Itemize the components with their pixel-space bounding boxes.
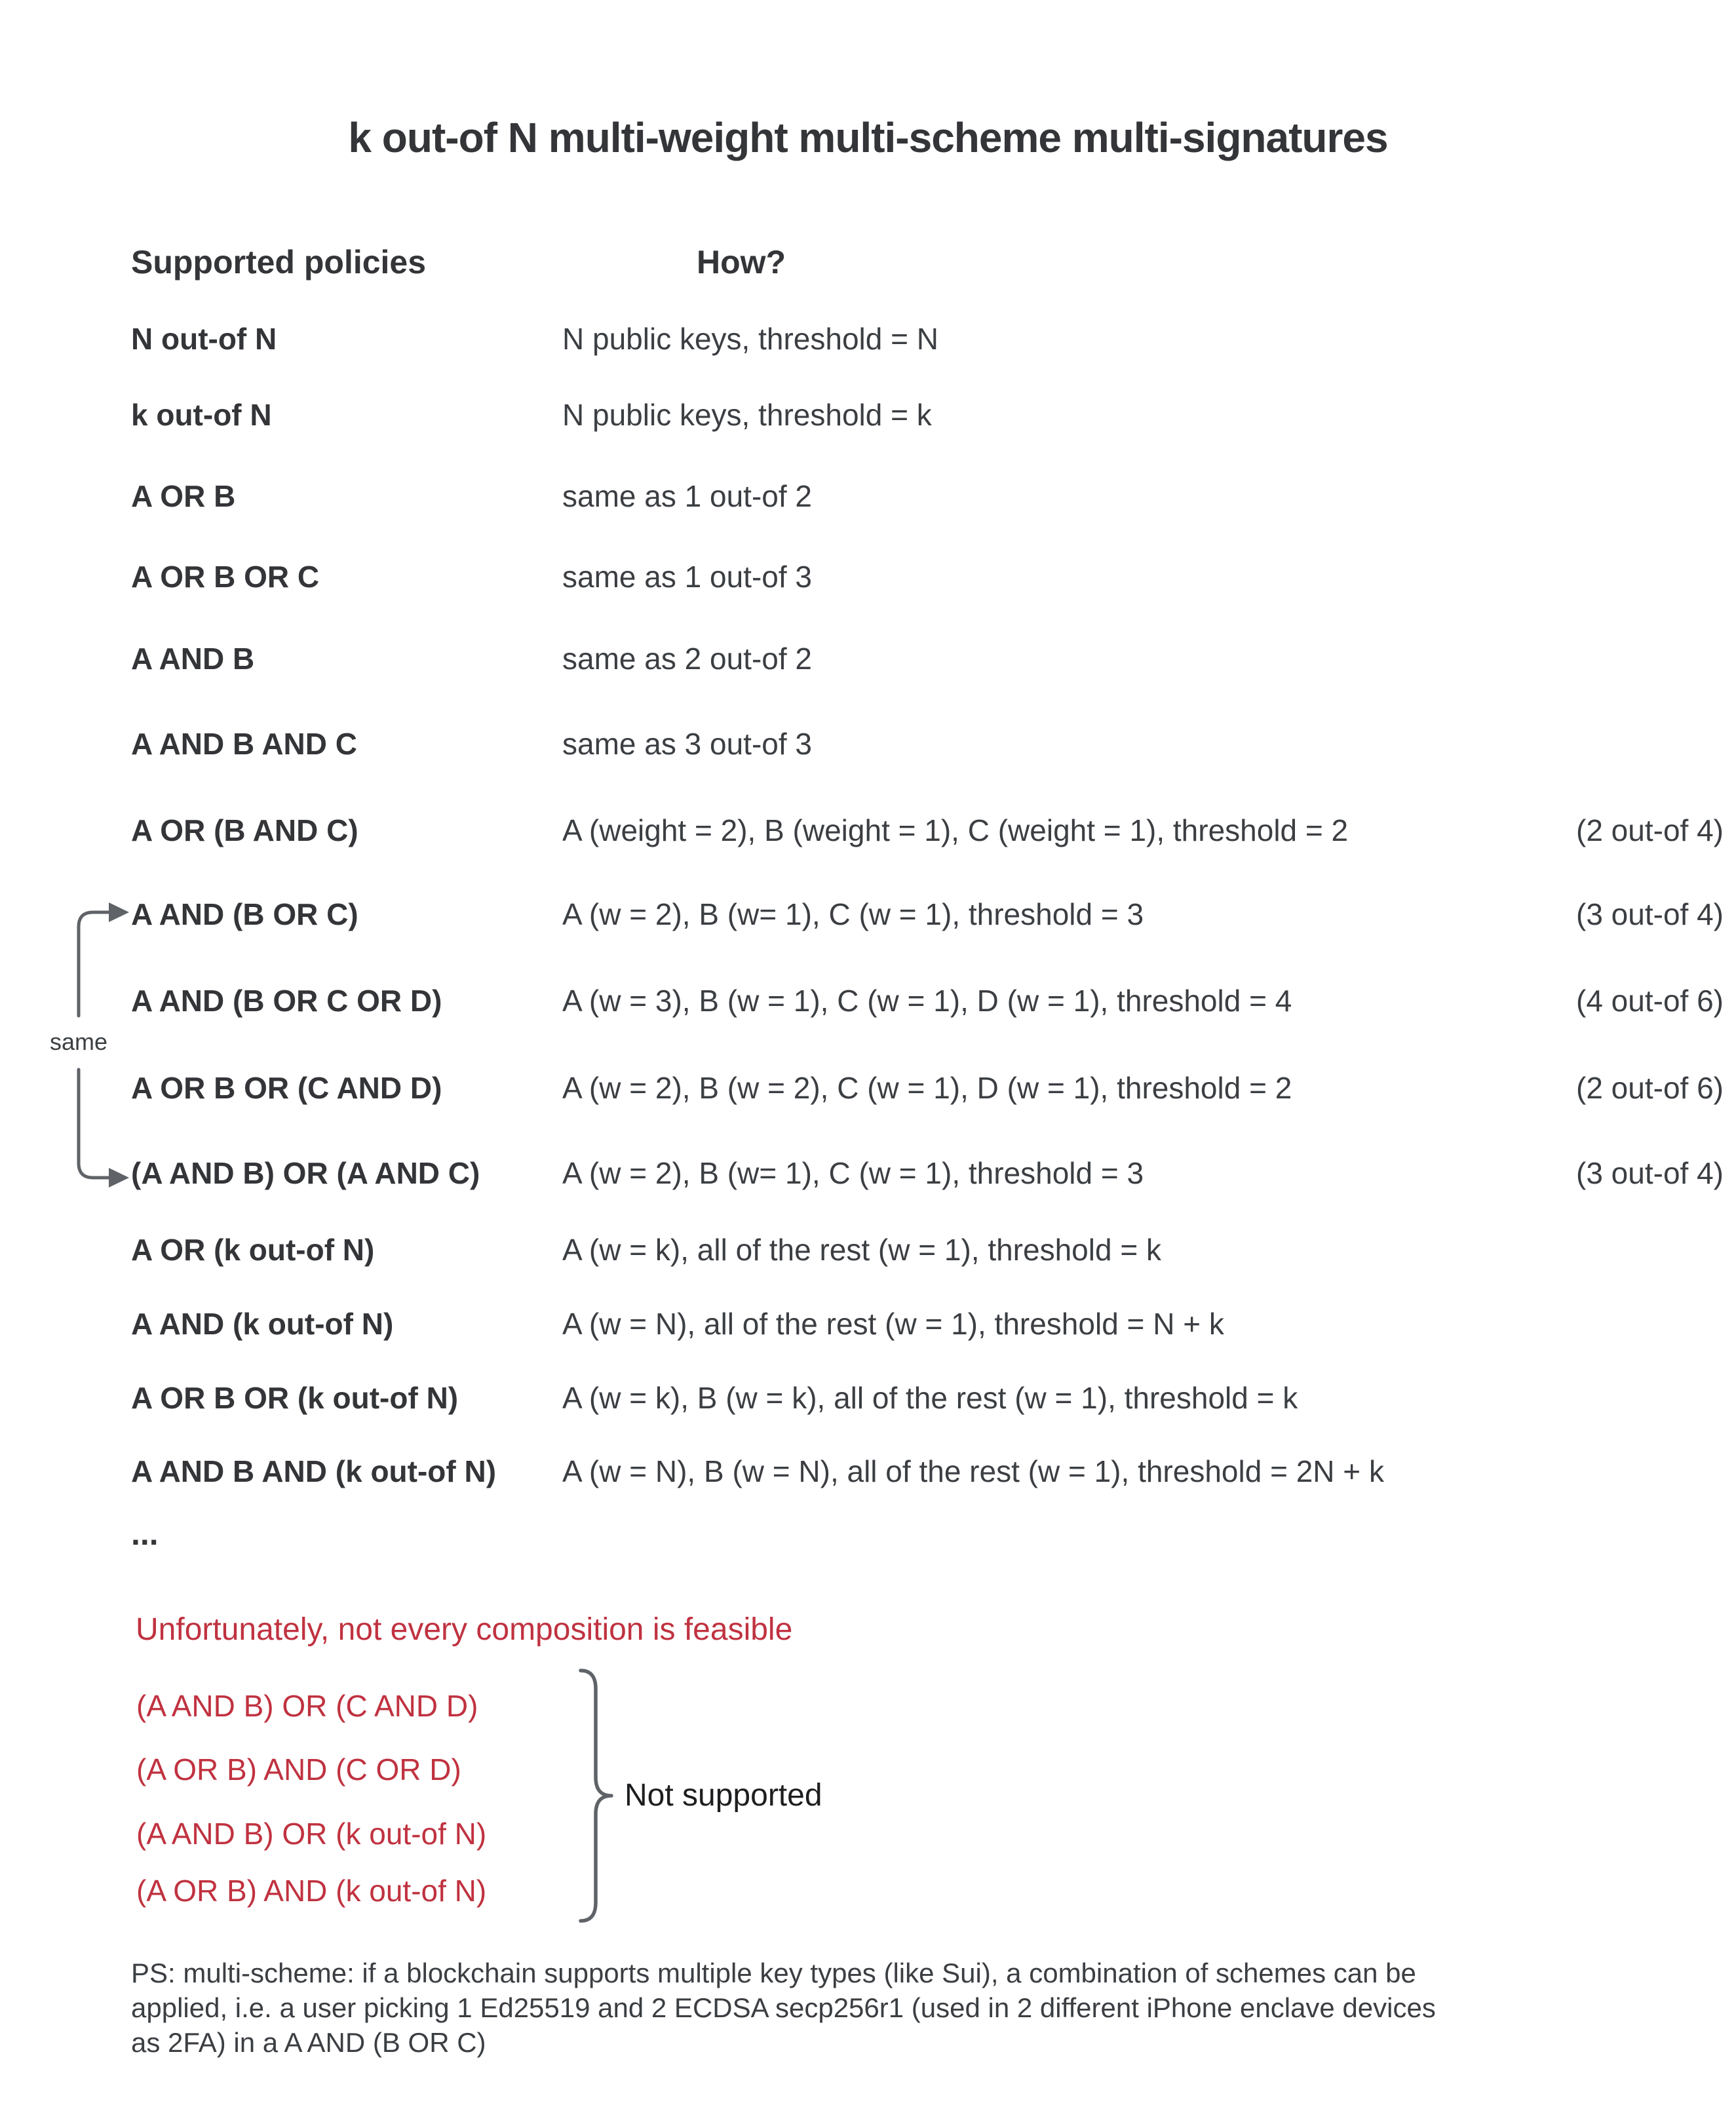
table-row [0, 395, 1736, 435]
how-text: A (w = 2), B (w= 1), C (w = 1), threshold = 3 [562, 1156, 1144, 1190]
how-text: same as 2 out-of 2 [562, 642, 812, 676]
ps-line: as 2FA) in a A AND (B OR C) [131, 2027, 486, 2058]
how-text: same as 3 out-of 3 [562, 727, 812, 761]
table-row [0, 1304, 1736, 1343]
table-row [0, 724, 1736, 763]
policy-label: (A AND B) OR (A AND C) [131, 1156, 480, 1190]
infeasible-item: (A AND B) OR (k out-of N) [136, 1817, 487, 1851]
equivalence-note: (2 out-of 4) [1576, 813, 1724, 847]
how-text: A (w = k), B (w = k), all of the rest (w = 1), threshold = k [562, 1381, 1298, 1415]
how-text: same as 1 out-of 2 [562, 479, 812, 513]
table-row [0, 1230, 1736, 1269]
policy-label: A OR B OR C [131, 560, 320, 594]
table-row [0, 639, 1736, 678]
table-row [0, 557, 1736, 596]
ps-line: applied, i.e. a user picking 1 Ed25519 and 2 ECDSA secp256r1 (used in 2 different iPhone enclave devices [131, 1992, 1436, 2023]
not-supported-brace [581, 1671, 611, 1921]
column-header-how: How? [697, 244, 786, 280]
equivalence-note: (2 out-of 6) [1576, 1071, 1724, 1105]
not-supported-label: Not supported [625, 1778, 822, 1813]
table-row [0, 811, 1736, 850]
policy-label: A OR B OR (C AND D) [131, 1071, 442, 1105]
table-row [0, 1378, 1736, 1418]
policy-label: k out-of N [131, 398, 272, 432]
policy-label: A AND B AND (k out-of N) [131, 1454, 497, 1488]
infeasible-item: (A OR B) AND (k out-of N) [136, 1874, 487, 1908]
ps-line: PS: multi-scheme: if a blockchain supports multiple key types (like Sui), a combination of schemes can be [131, 1958, 1416, 1988]
policy-label: A OR (k out-of N) [131, 1233, 375, 1267]
how-text: A (weight = 2), B (weight = 1), C (weight = 1), threshold = 2 [562, 813, 1349, 847]
policy-label: A AND (B OR C) [131, 897, 358, 931]
same-annotation-label: same [49, 1028, 108, 1055]
table-row [0, 1452, 1736, 1491]
policy-label: A AND B [131, 642, 255, 676]
table-row [0, 981, 1736, 1020]
how-text: N public keys, threshold = N [562, 322, 938, 356]
table-row [0, 319, 1736, 358]
column-header-supported-policies: Supported policies [131, 244, 427, 280]
policy-label: A OR B [131, 479, 236, 513]
table-row [0, 476, 1736, 516]
how-text: A (w = N), B (w = N), all of the rest (w = 1), threshold = 2N + k [562, 1454, 1384, 1488]
how-text: A (w = 2), B (w= 1), C (w = 1), threshold = 3 [562, 897, 1144, 931]
policy-label: A AND (B OR C OR D) [131, 984, 442, 1018]
policy-label: A AND (k out-of N) [131, 1307, 394, 1341]
infeasible-heading: Unfortunately, not every composition is feasible [136, 1612, 793, 1647]
how-text: A (w = 2), B (w = 2), C (w = 1), D (w = 1), threshold = 2 [562, 1071, 1292, 1105]
how-text: A (w = k), all of the rest (w = 1), threshold = k [562, 1233, 1161, 1267]
policy-label: A OR B OR (k out-of N) [131, 1381, 459, 1415]
infeasible-item: (A OR B) AND (C OR D) [136, 1752, 461, 1787]
policy-label: A AND B AND C [131, 727, 357, 761]
how-text: N public keys, threshold = k [562, 398, 932, 432]
table-continuation-ellipsis: ... [131, 1515, 159, 1552]
policy-label: N out-of N [131, 322, 277, 356]
ps-footnote [131, 1956, 1678, 2060]
policy-label: A OR (B AND C) [131, 813, 358, 847]
how-text: same as 1 out-of 3 [562, 560, 812, 594]
equivalence-note: (3 out-of 4) [1576, 897, 1724, 931]
equivalence-note: (3 out-of 4) [1576, 1156, 1724, 1190]
table-row [0, 895, 1736, 934]
how-text: A (w = 3), B (w = 1), C (w = 1), D (w = 1), threshold = 4 [562, 984, 1292, 1018]
page-title: k out-of N multi-weight multi-scheme multi-signatures [348, 114, 1388, 161]
table-row [0, 1153, 1736, 1193]
table-row [0, 1068, 1736, 1108]
infeasible-item: (A AND B) OR (C AND D) [136, 1689, 478, 1723]
how-text: A (w = N), all of the rest (w = 1), threshold = N + k [562, 1307, 1224, 1341]
equivalence-note: (4 out-of 6) [1576, 984, 1724, 1018]
